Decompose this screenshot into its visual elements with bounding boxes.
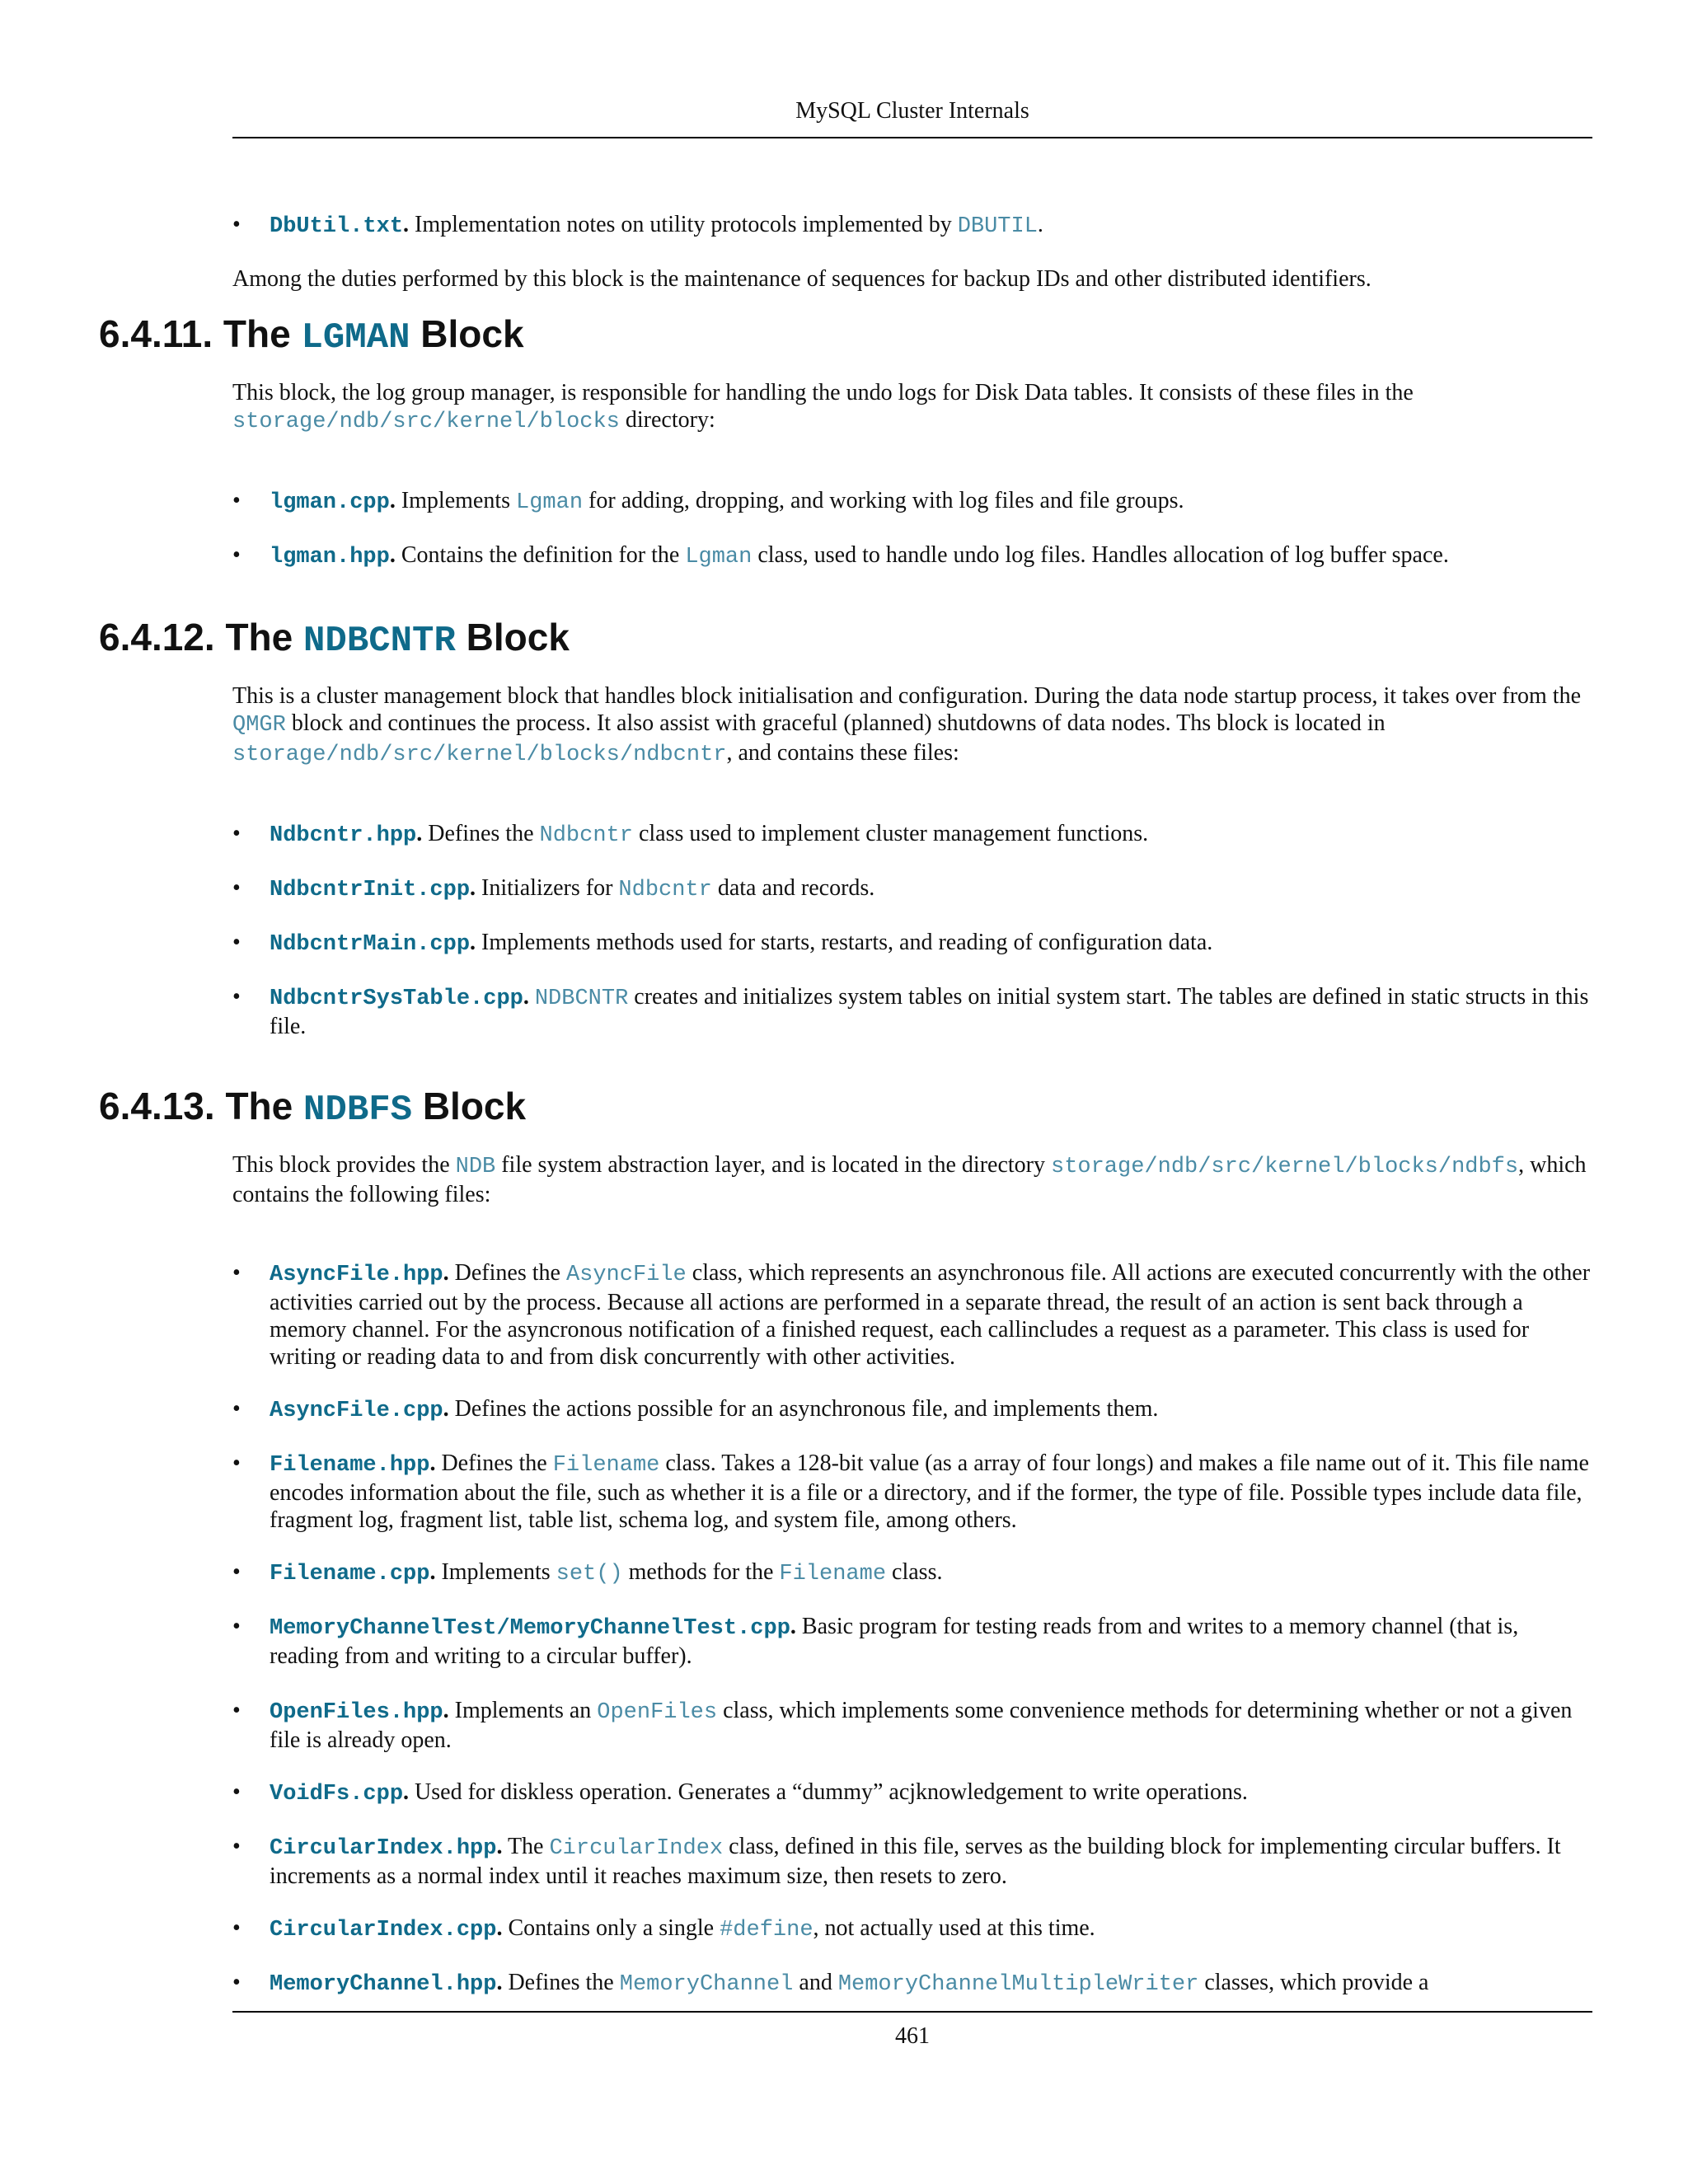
item-text: Contains the definition for the <box>401 542 686 568</box>
item-text: class. Takes a 128-bit value (as a array of four longs) and makes a file name out of it. This file name encodes information about the file, such as whether it is a file or a directory, and if the former, the type of file. Possible types include data file, fragment log, fragment list, table list, schema log, and system file, among others. <box>270 1451 1589 1533</box>
item-text: Defines the <box>508 1970 620 1995</box>
file-term: NdbcntrSysTable.cpp <box>270 987 523 1011</box>
list-item: • Filename.cpp. Implements set() methods for the Filename class. <box>232 1559 943 1586</box>
file-term: OpenFiles.hpp <box>270 1700 443 1725</box>
item-text: class used to implement cluster management functions. <box>632 821 1149 846</box>
list-item: • OpenFiles.hpp. Implements an OpenFiles class, which implements some convenience methods for determining whether or not a given file is already open. <box>232 1698 1573 1753</box>
item-text: Implements methods used for starts, restarts, and reading of configuration data. <box>481 930 1213 955</box>
bullet-glyph: • <box>232 1915 241 1941</box>
inline-code: set() <box>556 1562 623 1586</box>
bullet-glyph: • <box>232 875 241 901</box>
bullet-glyph: • <box>232 1451 241 1476</box>
item-text: class. <box>886 1559 943 1585</box>
bullet-glyph: • <box>232 1970 241 1995</box>
list-item: • CircularIndex.hpp. The CircularIndex class, defined in this file, serves as the building block for implementing circular buffers. It increments as a normal index until it reaches maximum size, then resets to zero. <box>232 1834 1561 1889</box>
item-text: class, defined in this file, serves as the building block for implementing circular buffers. It increments as a normal index until it reaches maximum size, then resets to zero. <box>270 1834 1561 1889</box>
bullet-glyph: • <box>232 821 241 846</box>
item-text: Defines the <box>428 821 540 846</box>
list-item: • MemoryChannel.hpp. Defines the MemoryChannel and MemoryChannelMultipleWriter classes, which provide a <box>232 1970 1429 1997</box>
ndbfs-file-list <box>99 1259 1592 1999</box>
inline-code: OpenFiles <box>597 1700 718 1725</box>
list-item: • NdbcntrInit.cpp. Initializers for Ndbcntr data and records. <box>232 875 875 902</box>
file-term: AsyncFile.hpp <box>270 1263 443 1287</box>
page-number: 461 <box>895 2023 930 2049</box>
item-text: The <box>507 1834 550 1859</box>
list-item: • AsyncFile.hpp. Defines the AsyncFile class, which represents an asynchronous file. All actions are executed concurrently with the other activities carried out by the process. Because all actions are performed in a separate thread, the result of an action is sent back through a memory channel. For the asyncronous notification of a finished request, each callincludes a request as a parameter. This class is used for writing or reading data to and from disk concurrently with other activities. <box>232 1260 1591 1370</box>
list-item: • CircularIndex.cpp. Contains only a single #define, not actually used at this time. <box>232 1915 1095 1943</box>
bullet-glyph: • <box>232 1834 241 1859</box>
inline-code: Filename <box>552 1453 660 1478</box>
item-text: Contains only a single <box>508 1915 720 1941</box>
item-text: creates and initializes system tables on initial system start. The tables are defined in static structs in this file. <box>270 984 1589 1039</box>
lgman-paragraph: This block, the log group manager, is responsible for handling the undo logs for Disk Data tables. It consists of these files in the storage/ndb/src/kernel/blocks directory: <box>232 380 1414 434</box>
item-text: Defines the <box>454 1260 566 1286</box>
item-text: methods for the <box>622 1559 780 1585</box>
inline-code: CircularIndex <box>549 1836 724 1861</box>
list-item: • NdbcntrMain.cpp. Implements methods used for starts, restarts, and reading of configuration data. <box>232 930 1213 957</box>
inline-code: MemoryChannel <box>619 1972 794 1997</box>
bullet-glyph: • <box>232 542 241 568</box>
file-term: AsyncFile.cpp <box>270 1399 443 1423</box>
inline-code: DBUTIL <box>957 214 1038 239</box>
file-term: CircularIndex.cpp <box>270 1918 497 1943</box>
item-text: class, which represents an asynchronous file. All actions are executed concurrently with the other activities carried out by the process. Because all actions are performed in a separate thread, the result of an action is sent back through a memory channel. For the asyncronous notification of a finished request, each callincludes a request as a parameter. This class is used for writing or reading data to and from disk concurrently with other activities. <box>270 1260 1591 1370</box>
file-term: MemoryChannel.hpp <box>270 1972 497 1997</box>
file-term: Filename.cpp <box>270 1562 430 1586</box>
file-term: Filename.hpp <box>270 1453 430 1478</box>
file-term: CircularIndex.hpp <box>270 1836 497 1861</box>
inline-code: MemoryChannelMultipleWriter <box>837 1972 1199 1997</box>
inline-code: Ndbcntr <box>618 878 712 902</box>
item-text: class, used to handle undo log files. Handles allocation of log buffer space. <box>752 542 1449 568</box>
item-text: Basic program for testing reads from and writes to a memory channel (that is, reading from and writing to a circular buffer). <box>270 1614 1519 1669</box>
bullet-glyph: • <box>232 1396 241 1422</box>
bullet-glyph: • <box>232 488 241 513</box>
list-item: • Filename.hpp. Defines the Filename class. Takes a 128-bit value (as a array of four longs) and makes a file name out of it. This file name encodes information about the file, such as whether it is a file or a directory, and if the former, the type of file. Possible types include data file, fragment log, fragment list, table list, schema log, and system file, among others. <box>232 1451 1589 1533</box>
bullet-glyph: • <box>232 1779 241 1805</box>
bullet-glyph: • <box>232 930 241 955</box>
file-term: DbUtil.txt <box>270 214 404 239</box>
page-content <box>99 211 1592 2023</box>
running-header: MySQL Cluster Internals <box>795 98 1029 124</box>
ndbfs-paragraph: This block provides the NDB file system abstraction layer, and is located in the directory storage/ndb/src/kernel/blocks/ndbfs, which contains the following files: <box>232 1152 1587 1207</box>
item-text: , not actually used at this time. <box>813 1915 1095 1941</box>
list-item: • lgman.hpp. Contains the definition for the Lgman class, used to handle undo log files. Handles allocation of log buffer space. <box>232 542 1449 569</box>
header-rule <box>232 137 1592 138</box>
item-text: for adding, dropping, and working with log files and file groups. <box>583 488 1184 513</box>
item-text: . <box>1037 212 1043 237</box>
section-heading-lgman: 6.4.11. The LGMAN Block <box>99 312 524 359</box>
bullet-glyph: • <box>232 1559 241 1585</box>
list-item: • DbUtil.txt. Implementation notes on utility protocols implemented by DBUTIL. <box>232 212 1043 239</box>
file-term: lgman.cpp <box>270 490 390 515</box>
inline-code: Filename <box>779 1562 887 1586</box>
item-text: Implements <box>401 488 517 513</box>
inline-code: Ndbcntr <box>539 823 633 848</box>
item-text: and <box>793 1970 838 1995</box>
list-item: • lgman.cpp. Implements Lgman for adding, dropping, and working with log files and file groups. <box>232 488 1184 515</box>
list-item: • Ndbcntr.hpp. Defines the Ndbcntr class used to implement cluster management functions. <box>232 821 1149 848</box>
file-term: VoidFs.cpp <box>270 1782 404 1807</box>
item-text: data and records. <box>711 875 875 901</box>
inline-code: NDBCNTR <box>534 987 629 1011</box>
intro-list <box>99 211 1592 241</box>
inline-code: Lgman <box>685 545 753 569</box>
bullet-glyph: • <box>232 1614 241 1639</box>
list-item: • NdbcntrSysTable.cpp. NDBCNTR creates and initializes system tables on initial system start. The tables are defined in static structs in this file. <box>232 984 1589 1039</box>
item-text: Defines the <box>441 1451 553 1476</box>
file-term: lgman.hpp <box>270 545 390 569</box>
ndbcntr-file-list <box>99 820 1592 1040</box>
bullet-glyph: • <box>232 1260 241 1286</box>
file-term: MemoryChannelTest/MemoryChannelTest.cpp <box>270 1616 790 1641</box>
item-text: Implements an <box>454 1698 598 1723</box>
item-text: class, which implements some convenience methods for determining whether or not a given file is already open. <box>270 1698 1573 1753</box>
inline-code: #define <box>720 1918 814 1943</box>
file-term: NdbcntrMain.cpp <box>270 932 471 957</box>
section-heading-ndbcntr: 6.4.12. The NDBCNTR Block <box>99 616 570 662</box>
item-text: Used for diskless operation. Generates a “dummy” acjknowledgement to write operations. <box>415 1779 1248 1805</box>
inline-code: AsyncFile <box>565 1263 687 1287</box>
item-text: classes, which provide a <box>1198 1970 1429 1995</box>
bullet-glyph: • <box>232 1698 241 1723</box>
inline-code: Lgman <box>516 490 584 515</box>
file-term: Ndbcntr.hpp <box>270 823 417 848</box>
list-item: • VoidFs.cpp. Used for diskless operation. Generates a “dummy” acjknowledgement to write operations. <box>232 1779 1248 1807</box>
file-term: NdbcntrInit.cpp <box>270 878 471 902</box>
item-text: Implements <box>441 1559 556 1585</box>
item-text: Defines the actions possible for an asynchronous file, and implements them. <box>454 1396 1159 1422</box>
bullet-glyph: • <box>232 984 241 1010</box>
lgman-file-list <box>99 487 1592 571</box>
item-text: Initializers for <box>481 875 619 901</box>
list-item: • AsyncFile.cpp. Defines the actions possible for an asynchronous file, and implements them. <box>232 1396 1159 1423</box>
section-heading-ndbfs: 6.4.13. The NDBFS Block <box>99 1085 527 1131</box>
bullet-glyph: • <box>232 212 241 237</box>
ndbcntr-paragraph: This is a cluster management block that handles block initialisation and configuration. During the data node startup process, it takes over from the QMGR block and continues the process. It also assist with graceful (planned) shutdowns of data nodes. Ths block is located in storage/ndb/src/kernel/blocks/ndbcntr, and contains these files: <box>232 683 1582 767</box>
list-item: • MemoryChannelTest/MemoryChannelTest.cpp. Basic program for testing reads from and writes to a memory channel (that is, reading from and writing to a circular buffer). <box>232 1614 1519 1669</box>
item-text: Implementation notes on utility protocols implemented by <box>415 212 958 237</box>
intro-paragraph: Among the duties performed by this block is the maintenance of sequences for backup IDs and other distributed identifiers. <box>232 266 1372 292</box>
footer-rule <box>232 2011 1592 2013</box>
